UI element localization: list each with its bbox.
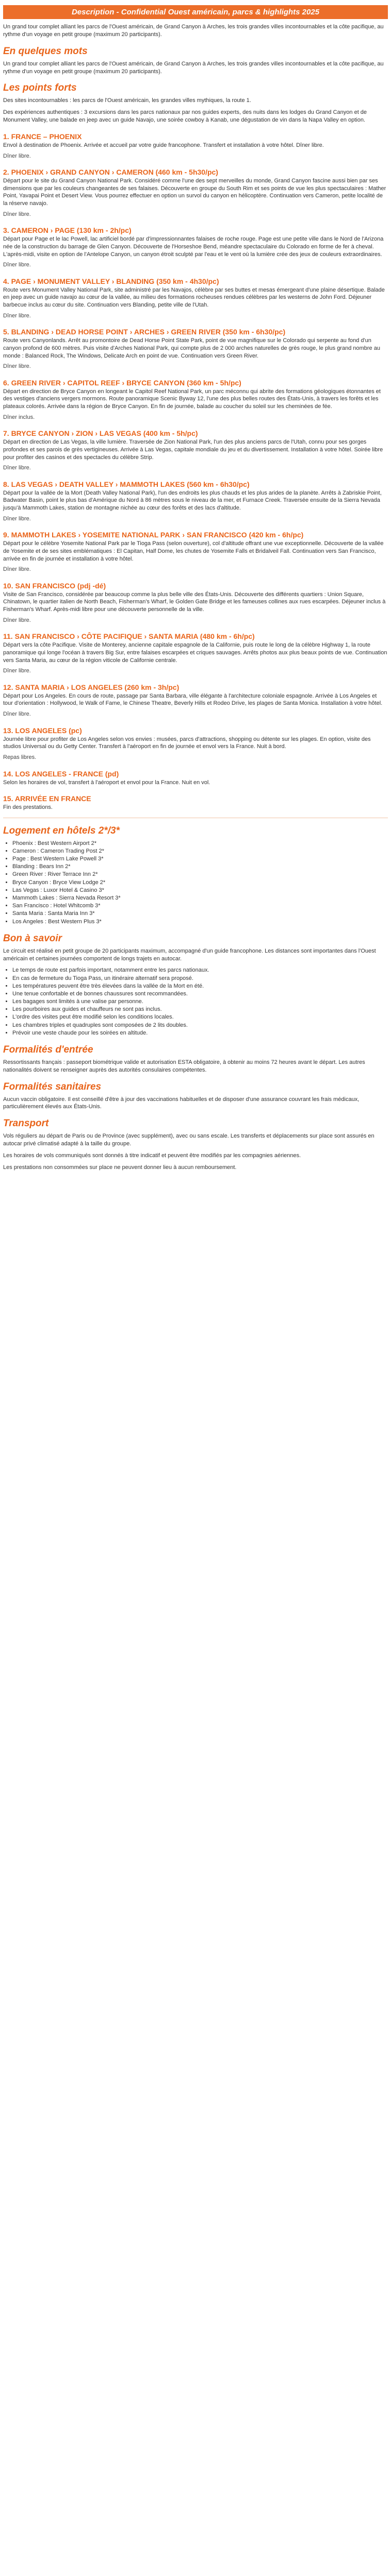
step-heading: 2. PHOENIX › GRAND CANYON › CAMERON (460 km - 5h30/pc) (3, 168, 218, 177)
bon-a-savoir-list (3, 967, 388, 1037)
step-meal: Dîner libre. (3, 566, 31, 573)
step-text: Route vers Canyonlands. Arrêt au promontoire de Dead Horse Point State Park, point de vue magnifique sur le Colorado qui serpente au fond d'un canyon profond de 600 mètres. Puis visite d'Arches National Park, qui compte plus de 2 000 arches naturelles de grès rouge, le plus grand nombre au monde : Balanced Rock, The Windows, Delicate Arch en point de vue. Continuation vers Green River. (3, 337, 380, 359)
step-heading: 8. LAS VEGAS › DEATH VALLEY › MAMMOTH LAKES (560 km - 6h30/pc) (3, 480, 250, 488)
step-meal: Dîner inclus. (3, 414, 35, 420)
section-title-bon-a-savoir: Bon à savoir (3, 933, 62, 944)
hotel-item: • Bryce Canyon : Bryce View Lodge 2* (12, 879, 388, 887)
step-heading: 4. PAGE › MONUMENT VALLEY › BLANDING (350 km - 4h30/pc) (3, 277, 219, 285)
step-meal: Dîner libre. (3, 211, 31, 217)
bon-a-savoir-item: • Une tenue confortable et de bonnes chaussures sont recommandées. (12, 990, 388, 998)
step-meal: Dîner libre. (3, 668, 31, 674)
sanitaires-text: Aucun vaccin obligatoire. Il est conseillé d'être à jour des vaccinations habituelles et de disposer d'une assurance couvrant les frais médicaux, particulièrement élevés aux États-Unis. (3, 1096, 360, 1110)
hotel-item: • Santa Maria : Santa Maria Inn 3* (12, 910, 388, 918)
hotel-item: • Mammoth Lakes : Sierra Nevada Resort 3* (12, 894, 388, 902)
step-text: Visite de San Francisco, considérée par beaucoup comme la plus belle ville des États-Unis. Découverte des différents quartiers : Union Square, Chinatown, le quartier italien de North Beach, Fisherman's Wharf, le Golden Gate Bridge et les fameuses collines aux rues escarpées. Déjeuner inclus à Fisherman's Wharf. Après-midi libre pour une découverte personnelle de la ville. (3, 591, 386, 613)
step-meal: Dîner libre. (3, 465, 31, 471)
section-title-transport: Transport (3, 1118, 49, 1129)
step-heading: 14. LOS ANGELES - FRANCE (pd) (3, 769, 119, 778)
step-text: Départ pour Los Angeles. En cours de route, passage par Santa Barbara, ville élégante à l'architecture coloniale espagnole. Arrivée à Los Angeles et tour d'orientation : Hollywood, le Walk of Fame, le Chinese Theatre, Beverly Hills et Rodeo Drive, les plages de Santa Monica. Installation à votre hôtel. (3, 692, 383, 707)
step-meal: Dîner libre. (3, 617, 31, 623)
step-text: Départ vers la côte Pacifique. Visite de Monterey, ancienne capitale espagnole de la Californie, puis route le long de la célèbre Highway 1, la route panoramique qui longe l'océan à travers Big Sur, entre falaises escarpées et criques sauvages. Arrêts photos aux plus beaux points de vue. Continuation vers Santa Maria, au cœur de la région viticole de Californie centrale. (3, 642, 387, 664)
section-title-quelques-mots: En quelques mots (3, 45, 88, 57)
step-meal: Dîner libre. (3, 711, 31, 718)
step-meal: Dîner libre. (3, 363, 31, 370)
step-meal: Dîner libre. (3, 312, 31, 319)
step-meal: Dîner libre. (3, 515, 31, 522)
step-heading: 13. LOS ANGELES (pc) (3, 726, 82, 735)
step-meal: Repas libres. (3, 754, 37, 760)
step-heading: 5. BLANDING › DEAD HORSE POINT › ARCHES › GREEN RIVER (350 km - 6h30/pc) (3, 328, 286, 336)
step-heading: 3. CAMERON › PAGE (130 km - 2h/pc) (3, 226, 132, 235)
step-meal: Dîner libre. (3, 152, 31, 159)
bon-a-savoir-item: • Les chambres triples et quadruples sont composées de 2 lits doubles. (12, 1022, 388, 1029)
step-heading: 12. SANTA MARIA › LOS ANGELES (260 km - 3h/pc) (3, 683, 180, 691)
section-title-formalites: Formalités d'entrée (3, 1044, 93, 1055)
step-heading: 15. ARRIVÉE EN FRANCE (3, 794, 91, 803)
itinerary (3, 132, 388, 811)
step-heading: 7. BRYCE CANYON › ZION › LAS VEGAS (400 km - 5h/pc) (3, 429, 198, 438)
step-heading: 1. FRANCE – PHOENIX (3, 132, 82, 141)
hotel-item: • Blanding : Bears Inn 2* (12, 863, 388, 871)
page (0, 0, 391, 1182)
step-text: Envol à destination de Phoenix. Arrivée et accueil par votre guide francophone. Transfert et installation à votre hôtel. Dîner libre. (3, 142, 324, 148)
points-forts-p1: Des sites incontournables : les parcs de l'Ouest américain, les grandes villes mythiques, la route 1. (3, 97, 251, 104)
bon-a-savoir-item: • L'ordre des visites peut être modifié selon les conditions locales. (12, 1013, 388, 1021)
hotel-item: • Green River : River Terrace Inn 2* (12, 871, 388, 878)
transport-p3: Les prestations non consommées sur place ne peuvent donner lieu à aucun remboursement. (3, 1164, 237, 1171)
page-banner: Description - Confidential Ouest américain, parcs & highlights 2025 (3, 5, 388, 19)
hotel-item: • San Francisco : Hotel Whitcomb 3* (12, 902, 388, 910)
bon-a-savoir-text: Le circuit est réalisé en petit groupe de 20 participants maximum, accompagné d'un guide francophone. Les distances sont importantes dans l'Ouest américain et certaines journées comportent de longs trajets en autocar. (3, 947, 376, 962)
bon-a-savoir-item: • Les bagages sont limités à une valise par personne. (12, 998, 388, 1006)
hotel-item: • Las Vegas : Luxor Hotel & Casino 3* (12, 887, 388, 894)
hotel-item: • Cameron : Cameron Trading Post 2* (12, 848, 388, 855)
hotel-item: • Page : Best Western Lake Powell 3* (12, 855, 388, 863)
step-text: Route vers Monument Valley National Park, site administré par les Navajos, célèbre par ses buttes et mesas émergeant d'une plaine désertique. Balade en jeep avec un guide navajo au cœur de la vallée, au milieu des formations rocheuses rendues célèbres par les westerns de John Ford. Déjeuner barbecue inclus au cœur du site. Continuation vers Blanding, petite ville de l'Utah. (3, 286, 385, 309)
step-text: Départ pour la vallée de la Mort (Death Valley National Park), l'un des endroits les plus chauds et les plus arides de la planète. Arrêts à Zabriskie Point, Badwater Basin, point le plus bas d'Amérique du Nord à 86 mètres sous le niveau de la mer, et Furnace Creek. Traversée ensuite de la Sierra Nevada jusqu'à Mammoth Lakes, station de montagne nichée au cœur des forêts et des lacs d'altitude. (3, 489, 382, 512)
step-text: Journée libre pour profiter de Los Angeles selon vos envies : musées, parcs d'attractions, shopping ou détente sur les plages. En option, visite des studios Universal ou du Getty Center. Transfert à l'aéroport en fin de journée et envol vers la France. Nuit à bord. (3, 736, 371, 750)
hotel-item: • Los Angeles : Best Western Plus 3* (12, 918, 388, 926)
step-text: Selon les horaires de vol, transfert à l'aéroport et envol pour la France. Nuit en vol. (3, 779, 210, 786)
step-text: Départ pour le célèbre Yosemite National Park par le Tioga Pass (selon ouverture), col d'altitude offrant une vue exceptionnelle. Découverte de la vallée de Yosemite et de ses sites emblématiques : El Capitan, Half Dome, les chutes de Yosemite Falls et Bridalveil Fall. Continuation vers San Francisco, arrivée en fin de journée et installation à votre hôtel. (3, 540, 384, 562)
bon-a-savoir-item: • Le temps de route est parfois important, notamment entre les parcs nationaux. (12, 967, 388, 974)
step-text: Départ en direction de Las Vegas, la ville lumière. Traversée de Zion National Park, l'un des plus anciens parcs de l'Utah, connu pour ses gorges profondes et ses parois de grès vertigineuses. Arrivée à Las Vegas, capitale mondiale du jeu et du divertissement. Installation à votre hôtel. Soirée libre pour profiter des casinos et des spectacles du célèbre Strip. (3, 439, 383, 461)
hotel-item: • Phoenix : Best Western Airport 2* (12, 840, 388, 848)
step-text: Départ pour le site du Grand Canyon National Park. Considéré comme l'une des sept merveilles du monde, Grand Canyon fascine aussi bien par ses dimensions que par les couleurs changeantes de ses falaises. Découverte en groupe du South Rim et ses points de vue les plus spectaculaires : Mather Point, Yavapai Point et Desert View. Vous pourrez effectuer en option un survol du canyon en hélicoptère. Continuation vers Cameron, petite localité de la réserve navajo. (3, 178, 386, 207)
step-meal: Dîner libre. (3, 262, 31, 268)
bon-a-savoir-item: • Les températures peuvent être très élevées dans la vallée de la Mort en été. (12, 982, 388, 990)
transport-text: Vols réguliers au départ de Paris ou de Province (avec supplément), avec ou sans escale. Les transferts et déplacements sur place sont assurés en autocar privé climatisé adapté à la taille du groupe. (3, 1133, 374, 1147)
bon-a-savoir-item: • En cas de fermeture du Tioga Pass, un itinéraire alternatif sera proposé. (12, 975, 388, 982)
step-heading: 11. SAN FRANCISCO › CÔTE PACIFIQUE › SANTA MARIA (480 km - 6h/pc) (3, 632, 255, 641)
step-text: Départ en direction de Bryce Canyon en longeant le Capitol Reef National Park, un parc méconnu qui abrite des formations géologiques étonnantes et des vestiges d'anciens vergers mormons. Route panoramique Scenic Byway 12, l'une des plus belles routes des États-Unis, à travers les forêts et les plateaux colorés. Arrivée dans la région de Bryce Canyon. En fin de journée, balade au coucher du soleil sur les cheminées de fée. (3, 388, 381, 410)
points-forts-p2: Des expériences authentiques : 3 excursions dans les parcs nationaux par nos guides experts, des nuits dans les lodges du Grand Canyon et de Monument Valley, une balade en jeep avec un guide Navajo, une soirée cowboy à Kanab, une dégustation de vin dans la Napa Valley en option. (3, 109, 367, 124)
section-title-points-forts: Les points forts (3, 82, 77, 94)
bon-a-savoir-item: • Prévoir une veste chaude pour les soirées en altitude. (12, 1029, 388, 1037)
step-text: Départ pour Page et le lac Powell, lac artificiel bordé par d'impressionnantes falaises de roche rouge. Page est une petite ville dans le Nord de l'Arizona née de la construction du barrage de Glen Canyon. Découverte de l'Horseshoe Bend, méandre spectaculaire du Colorado en forme de fer à cheval. L'après-midi, visite en option de l'Antelope Canyon, un canyon étroit sculpté par l'eau et le vent où la lumière crée des jeux de couleurs extraordinaires. (3, 236, 384, 258)
points-paragraph: Un grand tour complet alliant les parcs de l'Ouest américain, de Grand Canyon à Arches, les trois grandes villes incontournables et la côte pacifique, au rythme d'un voyage en petit groupe (maximum 20 participants). (3, 60, 384, 75)
formalites-text: Ressortissants français : passeport biométrique valide et autorisation ESTA obligatoire, à obtenir au moins 72 heures avant le départ. Les autres nationalités doivent se renseigner auprès des autorités consulaires compétentes. (3, 1059, 365, 1073)
section-title-sanitaires: Formalités sanitaires (3, 1081, 102, 1092)
step-text: Fin des prestations. (3, 804, 53, 811)
intro-paragraph: Un grand tour complet alliant les parcs de l'Ouest américain, de Grand Canyon à Arches, les trois grandes villes incontournables et la côte pacifique, au rythme d'un voyage en petit groupe (maximum 20 participants). (3, 24, 384, 38)
step-heading: 10. SAN FRANCISCO (pdj -dé) (3, 581, 106, 590)
section-title-hotels: Logement en hôtels 2*/3* (3, 825, 120, 836)
hotel-list (3, 840, 388, 926)
bon-a-savoir-item: • Les pourboires aux guides et chauffeurs ne sont pas inclus. (12, 1006, 388, 1013)
transport-p2: Les horaires de vols communiqués sont donnés à titre indicatif et peuvent être modifiés par les compagnies aériennes. (3, 1152, 301, 1159)
step-heading: 9. MAMMOTH LAKES › YOSEMITE NATIONAL PARK › SAN FRANCISCO (420 km - 6h/pc) (3, 531, 304, 539)
step-heading: 6. GREEN RIVER › CAPITOL REEF › BRYCE CANYON (360 km - 5h/pc) (3, 378, 241, 387)
